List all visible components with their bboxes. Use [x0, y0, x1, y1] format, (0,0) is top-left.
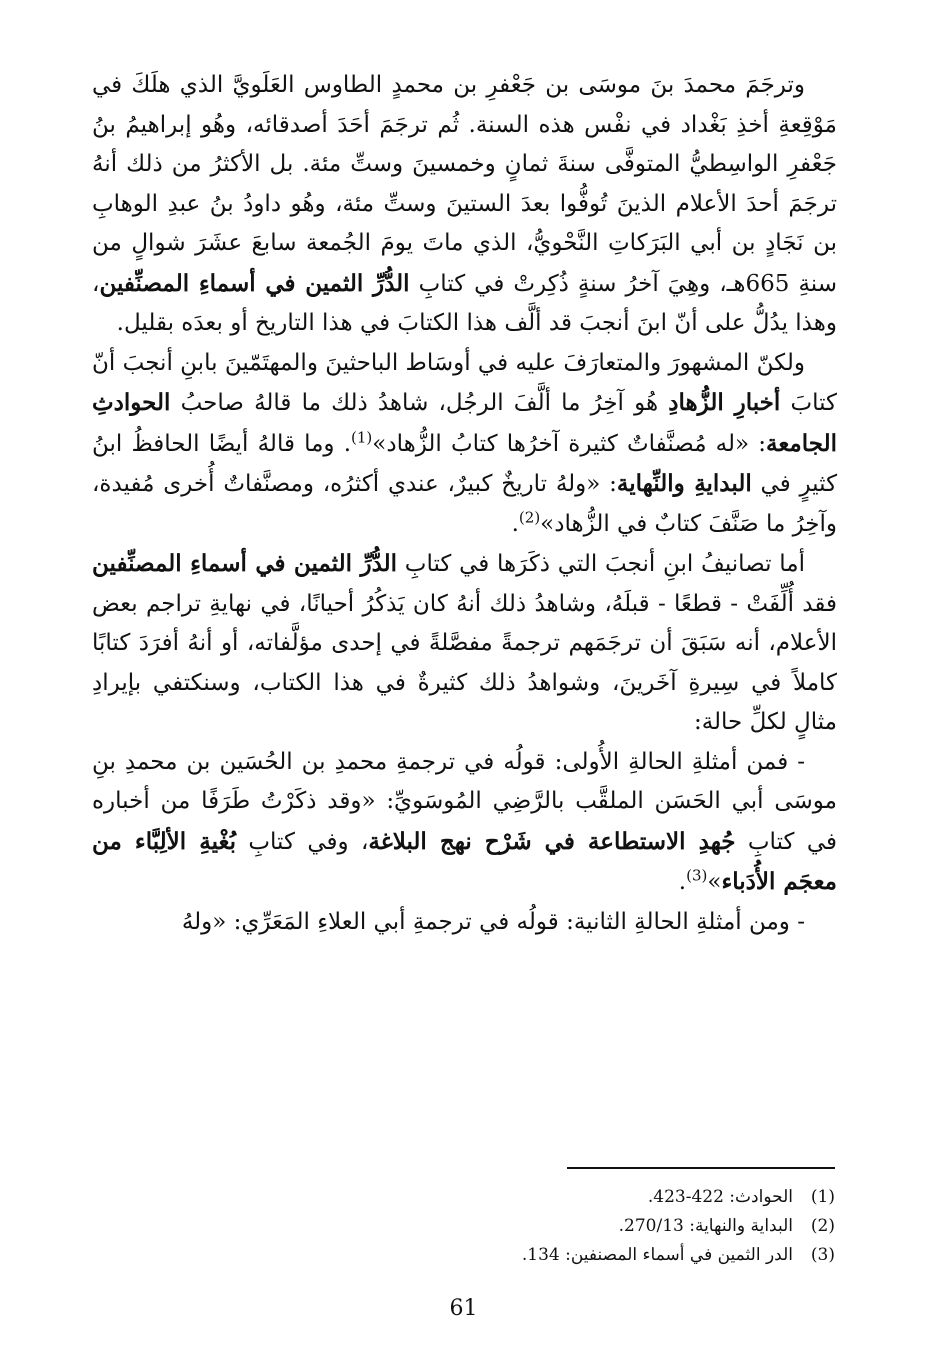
footnote-ref: (2)	[518, 507, 541, 526]
page-number: 61	[449, 1296, 478, 1321]
bold-title: أخبارِ الزُّهادِ	[668, 389, 781, 416]
footnote-number: (1)	[810, 1187, 835, 1207]
footnote-3	[90, 1241, 835, 1270]
footnote-text: البداية والنهاية: 270/13.	[618, 1216, 793, 1236]
bold-title: الحوادثِ الجامعة	[92, 389, 837, 457]
text-run: ولكنّ المشهورَ والمتعارَفَ عليه في أوسَاط الباحثينَ والمهتَمّينَ بابنِ أنجبَ أنّ كتابَ	[92, 349, 837, 416]
bold-title: الدُّرِّ الثمين في أسماءِ المصنِّفين	[92, 550, 398, 577]
text-run: : «ولهُ تاريخٌ كبيرٌ، عندي أكثرُه، ومصنَّفاتٌ أُخرى مُفيدة، وآخِرُ ما صَنَّفَ كتابٌ في الزُّهاد»	[92, 471, 837, 537]
text-run: ، وفي كتابِ	[236, 828, 369, 855]
footnote-number: (2)	[810, 1216, 835, 1236]
paragraph	[92, 903, 837, 943]
footnote-text: الحوادث: 422-423.	[647, 1187, 793, 1207]
bold-title: البدايةِ والنِّهاية	[616, 470, 752, 497]
page-body	[92, 66, 837, 942]
footnote-ref: (1)	[351, 427, 373, 446]
text-run: .	[678, 869, 687, 895]
paragraph	[92, 344, 837, 545]
footnote-separator	[567, 1167, 835, 1169]
text-run: وترجَمَ محمدَ بنَ موسَى بن جَعْفرِ بن محمدٍ الطاوس العَلَويَّ الذي هلَكَ في مَوْقِعةِ أخذِ بَغْداد في نفْس هذه السنة. ثُم ترجَمَ أحَدَ أصدقائه، وهُو إبراهيمُ بنُ جَعْفرِ الواسِطيُّ المتوفَّى سنةَ ثمانٍ وخمسينَ وستِّ مئة. بل الأكثرُ من ذلك أنهُ ترجَمَ أحدَ الأعلام الذينَ تُوفُّوا بعدَ الستينَ وستِّ مئة، وهُو داودُ بنُ عبدِ الوهابِ بن نَجَادٍ بن أبي البَرَكاتِ النَّحْويُّ، الذي ماتَ يومَ الجُمعة سابعَ عشَرَ شوالٍ من سنةِ 665هـ، وهِيَ آخرُ سنةٍ ذُكِرتْ في كتابِ	[92, 72, 837, 297]
text-run: أما تصانيفُ ابنِ أنجبَ التي ذكَرَها في كتابِ	[397, 551, 805, 577]
footnotes	[90, 1183, 835, 1270]
text-run: : «له مُصنَّفاتٌ كثيرة آخرُها كتابُ الزُّهاد»	[372, 430, 766, 457]
text-run: فقد أُلِّفَتْ - قطعًا - قبلَهُ، وشاهدُ ذلك أنهُ كان يَذكُرُ أحيانًا، في نهايةِ تراجم بعض الأعلام، أنه سَبَقَ أن ترجَمَهم ترجمةً مفصَّلةً في إحدى مؤلَّفاته، أو أنهُ أفرَدَ كتابًا كاملاً في سِيرةِ آخَرينَ، وشواهدُ ذلك كثيرةٌ في هذا الكتاب، وسنكتفي بإيرادِ مثالٍ لكلِّ حالة:	[92, 590, 837, 735]
main-text	[92, 66, 837, 942]
footnote-ref: (3)	[686, 866, 708, 885]
bold-title: بُغْيةِ الألِبَّاء من معجَم الأُدَباء	[92, 827, 837, 895]
footnote-text: الدر الثمين في أسماء المصنفين: 134.	[521, 1245, 793, 1265]
paragraph	[92, 743, 837, 903]
paragraph	[92, 66, 837, 344]
text-run: »	[707, 869, 722, 895]
text-run: .	[511, 510, 519, 537]
footnote-number: (3)	[810, 1245, 835, 1265]
bold-title: الدُّرِّ الثمين في أسماءِ المصنِّفين	[99, 269, 410, 297]
text-run: . وما قالهُ أيضًا الحافظُ ابنُ كثيرٍ في	[92, 430, 838, 497]
paragraph	[92, 544, 837, 743]
bold-title: جُهدِ الاستطاعة في شَرْح نهج البلاغة	[368, 827, 736, 855]
text-run: ، وهذا يدُلُّ على أنّ ابنَ أنجبَ قد ألَّف هذا الكتابَ في هذا التاريخ أو بعدَه بقليل.	[92, 270, 837, 336]
text-run: هُو آخِرُ ما ألَّفَ الرجُل، شاهدُ ذلك ما قالهُ صاحبُ	[170, 390, 669, 416]
footnote-2	[90, 1212, 835, 1241]
footnote-1	[90, 1183, 835, 1212]
text-run: - ومن أمثلةِ الحالةِ الثانية: قولُه في ترجمةِ أبي العلاءِ المَعَرِّي: «ولهُ	[181, 908, 805, 935]
text-run: - فمن أمثلةِ الحالةِ الأُولى: قولُه في ترجمةِ محمدِ بن الحُسَين بن محمدِ بنِ موسَى أبي الحَسَن الملقَّب بالرَّضِي المُوسَويِّ: «وقد ذكَرْتُ طَرَفًا من أخباره في كتابِ	[92, 748, 837, 855]
